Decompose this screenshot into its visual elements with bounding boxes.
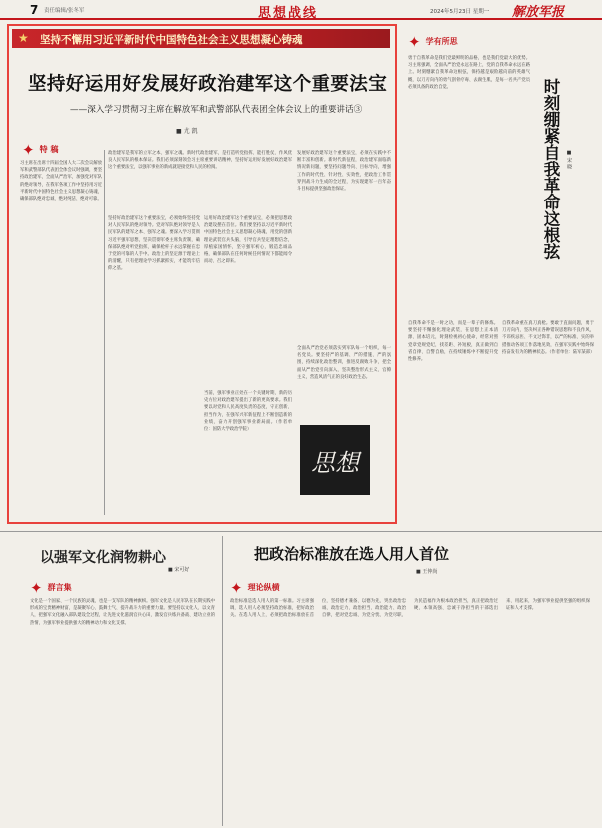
- banner-text: 坚持不懈用习近平新时代中国特色社会主义思想凝心铸魂: [40, 34, 303, 46]
- calligraphy-text: 思想: [311, 448, 359, 477]
- sidebar-col1: 自我革命不是一时之功，而是一辈子的修炼。要坚持不懈强化理论武装，在思想上正本清源、固本培元，时刻检视初心使命，经常对照党章党规党纪，找差距、补短板，真正做到自省自律、自警自励，在持续锤炼中不断提升党性修养。: [408, 321, 498, 363]
- bottom-right-tag: [230, 578, 280, 597]
- section-divider: [0, 531, 602, 532]
- issue-date: 2024年5月23日 星期一: [430, 9, 490, 15]
- article-col-b: 坚持好政治建军这个重要法宝，必须始终坚持党对人民军队的绝对领导。党对军队绝对领导是人民军队的建军之本、强军之魂。要深入学习贯彻习近平强军思想，坚决贯彻军委主席负责制，确保部队绝对听党指挥，确保枪杆子永远掌握在忠于党的可靠的人手中。政治上的坚定源于理论上的清醒，只有把理论学习抓紧抓实，才能筑牢信仰之基。: [108, 216, 200, 272]
- bottom-right-title: 把政治标准放在选人用人首位: [254, 545, 450, 563]
- flag-icon: ★: [18, 31, 29, 45]
- article-col-a: 政治建军是我军的立军之本、强军之魂。新时代政治建军，是打造听党指挥、能打胜仗、作风优良人民军队的根本保证。我们必须深刻领会习主席重要讲话精神，坚持好运用好发展好政治建军这个重要法宝，以强军事业的新成就迎接党和人民的检阅。: [108, 151, 292, 171]
- feature-tag-label: 特 稿: [39, 145, 59, 154]
- page-header: [0, 0, 602, 20]
- sidebar-title: 时刻绷紧自我革命这根弦: [541, 78, 560, 260]
- intro-column: 习主席在出席十四届全国人大二次会议解放军和武警部队代表团全体会议时强调，要坚持政治建军，全面从严治军，加强党对军队的绝对领导，在我军各项工作中坚持用习近平新时代中国特色社会主义思想凝心铸魂，确保部队绝对忠诚、绝对纯洁、绝对可靠。: [20, 161, 102, 203]
- article-col-c: 运用好政治建军这个重要法宝，必须把思想政治建设摆在首位。我们要坚持以习近平新时代中国特色社会主义思想凝心铸魂，用党的创新理论武装官兵头脑，引导官兵坚定理想信念，厚植家国情怀，坚守强军初心，锻造忠诚品格，确保部队在任何时候任何情况下都能闻令而动、召之即来。: [204, 216, 292, 265]
- bottom-left-byline: ■ 宋可好: [168, 567, 190, 573]
- star-icon: ✦: [22, 141, 35, 159]
- star-icon: ✦: [408, 33, 421, 51]
- editor-line: 责任编辑/张冬军: [44, 8, 85, 14]
- bottom-right-tag-label: 理论纵横: [247, 583, 280, 592]
- calligraphy-signature: [300, 425, 370, 495]
- bottom-right-body: 政治标准是选人用人的第一标准。习主席强调，选人用人必须坚持政治标准，把好政治关。在选人用人上，必须把政治标准放在首位，坚持德才兼备、以德为先，突出政治忠诚、政治定力、政治担当、政治能力、政治自律，把对党忠诚、为党分忧、为党尽职、为民造福作为根本政治担当，真正把政治过硬、本领高强、忠诚干净担当的干部选出来、用起来，为强军事业提供坚强的组织保证和人才支撑。: [230, 599, 590, 619]
- article-col-e: 全面从严治党必须落实到军队每一个组织、每一名党员。要坚持严的基调、严的措施、严的氛围，持续深化政治整训，推进反腐败斗争，把全面从严治党引向深入，坚决整治形式主义、官僚主义，营造风清气正的良好政治生态。: [297, 346, 391, 380]
- feature-tag: [22, 140, 58, 159]
- divider: [222, 536, 223, 826]
- sidebar-author: ■ 宋 晓: [566, 150, 572, 170]
- article-title: 坚持好运用好发展好政治建军这个重要法宝: [28, 74, 388, 95]
- section-name: 思想战线: [258, 6, 319, 21]
- divider: [104, 150, 105, 515]
- page-number: 7: [30, 3, 39, 17]
- bottom-left-body: 文化是一个国家、一个民族的灵魂，也是一支军队的精神旗帜。强军文化是人民军队在长期实践中形成的宝贵精神财富，是凝聚军心、鼓舞士气、提升战斗力的重要力量。要坚持以文化人、以文育人，把强军文化融入部队建设全过程，让先进文化滋润官兵心田，激发官兵练兵备战、建功立业的热情，为强军事业提供强大的精神动力和文化支撑。: [30, 599, 215, 626]
- sidebar-col2: 自我革命重在真刀真枪。要敢于直面问题，勇于刀刃向内，坚决纠正各种错误思想和不良作风，不讳疾忌医、不文过饰非，以严的标准、实的举措推动各项工作落地见效，在强军实践中始终保持奋发有为的精神状态。（作者单位：陆军某部）: [502, 321, 594, 355]
- bottom-left-title: 以强军文化润物耕心: [40, 550, 166, 566]
- sidebar-tag-label: 学有所思: [425, 37, 458, 46]
- article-byline: ■ 尤 凯: [176, 128, 198, 135]
- star-icon: ✦: [30, 579, 43, 597]
- bottom-right-byline: ■ 王仲尚: [416, 569, 438, 575]
- bottom-left-tag-label: 群言集: [47, 583, 72, 592]
- bottom-left-tag: [30, 578, 72, 597]
- star-icon: ✦: [230, 579, 243, 597]
- sidebar-tag: [408, 32, 458, 51]
- article-subtitle: ——深入学习贯彻习主席在解放军和武警部队代表团全体会议上的重要讲话③: [70, 105, 363, 115]
- sidebar-lead: 勇于自我革命是我们党最鲜明的品格，也是我们党最大的优势。习主席强调，全面从严治党永远在路上，党的自我革命永远在路上。时刻绷紧自我革命这根弦，保持越是艰险越向前的英雄气概，以刀刃向内的勇气刮骨疗毒、去腐生肌，是每一名共产党员必须具备的政治自觉。: [408, 56, 530, 90]
- masthead-logo: 解放军报: [512, 5, 565, 20]
- topic-banner: [12, 29, 390, 48]
- article-col-f: 当前，强军事业正处在一个关键时期，新的历史方位对政治建军提出了新的更高要求。我们要以对党和人民高度负责的态度，守正创新、担当作为，在强军兴军新征程上不断创造新的业绩，奋力开创强军事业新局面。（作者单位：国防大学政治学院）: [204, 391, 292, 433]
- article-col-d: 发展好政治建军这个重要法宝，必须在实践中不断丰富和创新。新时代新征程，政治建军面临新情况新问题，要坚持问题导向、目标导向，增强工作的时代性、针对性、实效性，把政治工作贯穿到战斗力生成的全过程，为实现建军一百年奋斗目标提供坚强政治保证。: [297, 151, 391, 193]
